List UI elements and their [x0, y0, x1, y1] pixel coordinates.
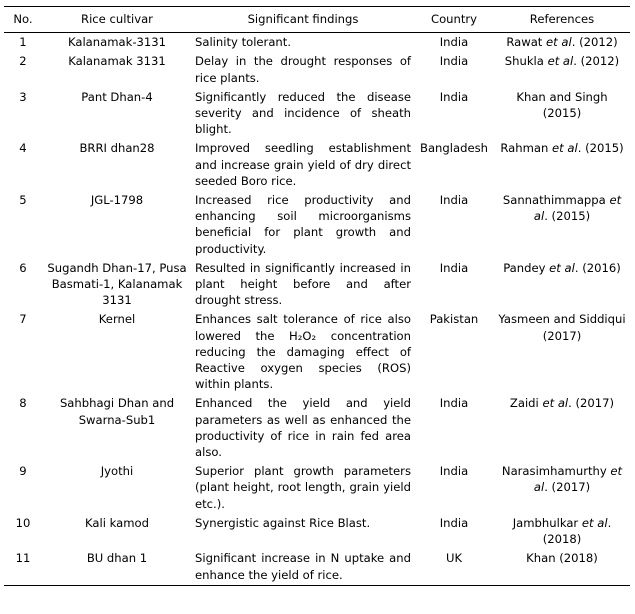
table-header — [4, 7, 630, 33]
reference-year: . (2017) — [568, 396, 615, 411]
reference-et-al: et al — [542, 396, 569, 411]
reference-year: . (2015) — [544, 209, 591, 224]
reference-author: Jambhulkar — [512, 515, 582, 530]
reference-cell — [494, 139, 630, 191]
reference-cell — [494, 88, 630, 140]
reference-cell — [494, 33, 630, 53]
significant-findings-cell: Enhances salt tolerance of rice also lowered the H₂O₂ concentration reducing the damaging effect of Reactive oxygen species (ROS) within plants. — [195, 312, 411, 392]
row-number: 8 — [19, 396, 27, 411]
reference-author: Shukla — [504, 54, 548, 69]
reference-et-al: et al — [546, 35, 572, 50]
reference-et-al: et al — [549, 260, 575, 275]
row-number: 11 — [4, 549, 42, 585]
reference-year: . (2012) — [573, 54, 620, 69]
row-number: 9 — [19, 464, 27, 479]
significant-findings-cell: Resulted in significantly increased in plant height before and after drought stress. — [195, 260, 411, 308]
reference-et-al: et al — [552, 141, 578, 156]
table-row — [4, 394, 630, 462]
reference-et-al: et al — [533, 193, 622, 224]
reference-cell — [494, 462, 630, 514]
reference-author: Rawat — [506, 35, 547, 50]
table-row — [4, 514, 630, 549]
significant-findings-cell: Delay in the drought responses of rice plants. — [195, 54, 411, 85]
reference-et-al: et al — [533, 464, 623, 495]
reference-author: Narasimhamurthy — [501, 464, 611, 479]
row-number: 2 — [19, 54, 27, 69]
reference-year: . (2017) — [544, 480, 591, 495]
row-number: 7 — [19, 312, 27, 327]
table-body — [4, 33, 630, 586]
country-cell: India — [439, 396, 469, 411]
rice-cultivar-cell: Sahbhagi Dhan and Swarna-Sub1 — [59, 396, 175, 427]
table-row — [4, 549, 630, 585]
country-cell: India — [439, 89, 469, 104]
country-cell: India — [439, 464, 469, 479]
country-cell: India — [439, 260, 469, 275]
reference-year: . (2018) — [542, 515, 612, 547]
significant-findings-cell: Significant increase in N uptake and enhance the yield of rice. — [192, 549, 414, 585]
reference-author: Khan (2018) — [526, 551, 598, 566]
row-number: 5 — [19, 193, 27, 208]
significant-findings-cell: Salinity tolerant. — [195, 35, 292, 50]
reference-year: . (2015) — [577, 141, 624, 156]
header-row — [4, 7, 630, 33]
rice-cultivar-cell: Kali kamod — [85, 515, 149, 530]
country-cell: India — [439, 35, 469, 50]
significant-findings-cell: Synergistic against Rice Blast. — [195, 515, 371, 530]
rice-cultivar-cell: JGL-1798 — [90, 193, 144, 208]
header-rice-cultivar: Rice cultivar — [42, 7, 192, 33]
significant-findings-cell: Superior plant growth parameters (plant height, root length, grain yield etc.). — [195, 464, 411, 511]
reference-author: Zaidi — [509, 396, 543, 411]
reference-et-al: et al — [581, 515, 608, 530]
rice-cultivar-cell: Jyothi — [100, 464, 134, 479]
significant-findings-cell: Improved seedling establishment and increase grain yield of dry direct seeded Boro rice. — [195, 141, 411, 188]
significant-findings-cell: Enhanced the yield and yield parameters as well as enhanced the productivity of rice in rain fed area also. — [195, 396, 411, 460]
row-number: 4 — [19, 141, 27, 156]
row-number: 10 — [15, 515, 31, 530]
reference-author: Sannathimmappa — [502, 193, 610, 208]
reference-cell — [494, 310, 630, 394]
country-cell: Pakistan — [429, 312, 479, 327]
findings-table — [4, 6, 630, 586]
significant-findings-cell: Significantly reduced the disease severity and incidence of sheath blight. — [195, 89, 411, 137]
reference-cell — [494, 52, 630, 87]
table-row — [4, 462, 630, 514]
reference-author: Khan and Singh (2015) — [516, 89, 608, 121]
rice-cultivar-cell: Kalanamak-3131 — [67, 35, 167, 50]
row-number: 1 — [19, 35, 27, 50]
header-significant-findings: Significant findings — [192, 7, 414, 33]
table-row — [4, 88, 630, 140]
table-row — [4, 259, 630, 311]
country-cell: India — [439, 515, 469, 530]
country-cell: India — [439, 54, 469, 69]
significant-findings-cell: Increased rice productivity and enhancing soil microorganisms beneficial for plant growth and productivity. — [195, 193, 411, 256]
header-country: Country — [414, 7, 494, 33]
table-row — [4, 52, 630, 87]
rice-cultivar-cell: BRRI dhan28 — [79, 141, 155, 156]
rice-cultivar-cell: BU dhan 1 — [42, 549, 192, 585]
reference-cell — [494, 191, 630, 259]
country-cell: India — [439, 193, 469, 208]
reference-author: Yasmeen and Siddiqui (2017) — [498, 312, 626, 343]
header-references: References — [494, 7, 630, 33]
table-row — [4, 139, 630, 191]
reference-et-al: et al — [547, 54, 574, 69]
reference-cell — [494, 394, 630, 462]
reference-cell — [494, 514, 630, 549]
header-no: No. — [4, 7, 42, 33]
rice-cultivar-cell: Pant Dhan-4 — [81, 89, 153, 104]
table-row — [4, 310, 630, 394]
reference-author: Pandey — [503, 260, 550, 275]
country-cell: Bangladesh — [420, 141, 488, 156]
rice-cultivar-cell: Sugandh Dhan-17, Pusa Basmati-1, Kalanamak 3131 — [47, 260, 187, 308]
reference-year: . (2012) — [571, 35, 618, 50]
reference-cell — [494, 549, 630, 585]
rice-cultivar-cell: Kernel — [98, 312, 136, 327]
country-cell: UK — [414, 549, 494, 585]
reference-year: . (2016) — [574, 260, 621, 275]
table-row — [4, 33, 630, 53]
row-number: 6 — [19, 260, 27, 275]
reference-author: Rahman — [500, 141, 553, 156]
reference-cell — [494, 259, 630, 311]
table-row — [4, 191, 630, 259]
row-number: 3 — [19, 89, 27, 104]
rice-cultivar-cell: Kalanamak 3131 — [68, 54, 166, 69]
